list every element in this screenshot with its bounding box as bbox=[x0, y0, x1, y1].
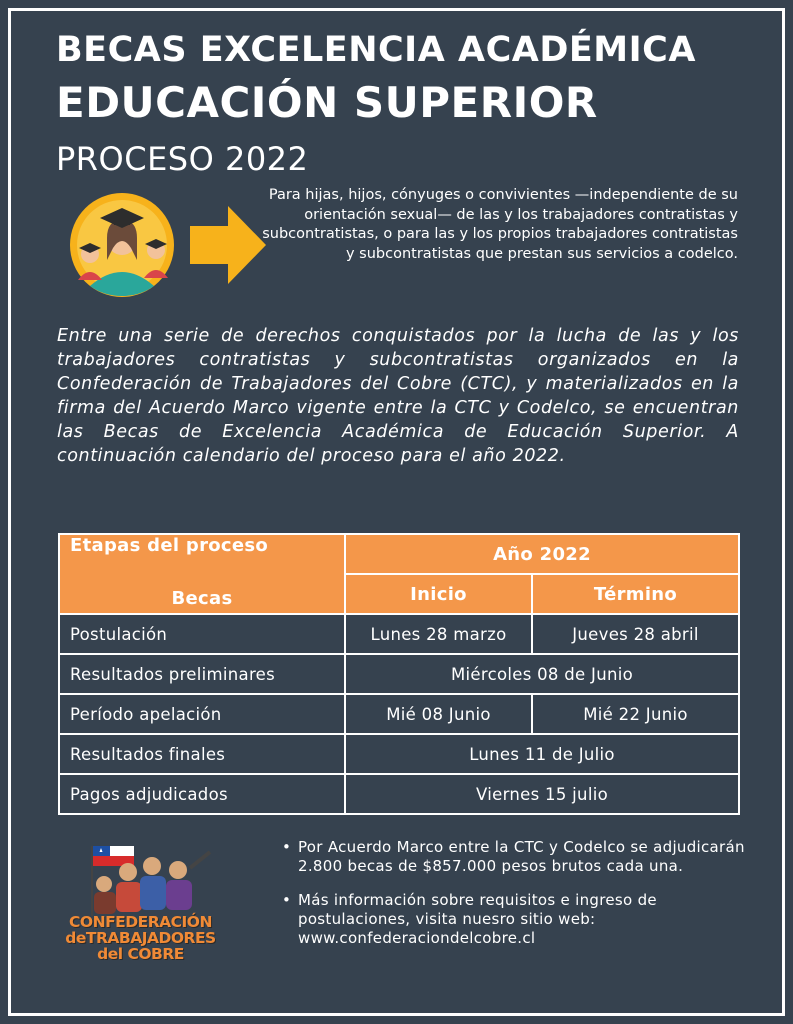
date-cell: Lunes 11 de Julio bbox=[345, 734, 739, 774]
stage-cell: Resultados preliminares bbox=[59, 654, 345, 694]
table-row bbox=[59, 694, 739, 734]
schedule-table bbox=[58, 533, 740, 815]
title-line-1: BECAS EXCELENCIA ACADÉMICA bbox=[56, 30, 696, 70]
logo-line-2: deTRABAJADORES bbox=[65, 929, 216, 947]
start-date-cell: Lunes 28 marzo bbox=[345, 614, 532, 654]
intro-paragraph: Entre una serie de derechos conquistados por la lucha de las y los trabajadores contratistas y subcontratistas organizados en la Confederación de Trabajadores del Cobre (CTC), y materializados en la firma del Acuerdo Marco vigente entre la CTC y Codelco, se encuentran las Becas de Excelencia Académica de Educación Superior. A continuación calendario del proceso para el año 2022. bbox=[57, 326, 739, 466]
table-row bbox=[59, 734, 739, 774]
date-cell: Miércoles 08 de Junio bbox=[345, 654, 739, 694]
title-line-3: PROCESO 2022 bbox=[56, 140, 309, 178]
table-header-row-1 bbox=[59, 534, 739, 574]
bullet-dot-icon: • bbox=[282, 838, 292, 856]
stage-cell: Resultados finales bbox=[59, 734, 345, 774]
end-date-cell: Mié 22 Junio bbox=[532, 694, 739, 734]
bullet-text: Por Acuerdo Marco entre la CTC y Codelco se adjudicarán 2.800 becas de $857.000 pesos brutos cada una. bbox=[298, 838, 745, 875]
end-column-header: Término bbox=[532, 574, 739, 614]
stage-column-header bbox=[59, 534, 345, 614]
stage-header-label: Etapas del proceso bbox=[70, 535, 269, 556]
end-date-cell: Jueves 28 abril bbox=[532, 614, 739, 654]
graduates-arrow-icon bbox=[70, 188, 270, 303]
bullet-item bbox=[282, 838, 752, 876]
title-line-2: EDUCACIÓN SUPERIOR bbox=[56, 78, 598, 127]
date-cell: Viernes 15 julio bbox=[345, 774, 739, 814]
info-bullets bbox=[282, 838, 752, 963]
bullet-text: Más información sobre requisitos e ingreso de postulaciones, visita nuesro sitio web: www.confederaciondelcobre.cl bbox=[298, 891, 657, 947]
stage-cell: Postulación bbox=[59, 614, 345, 654]
start-date-cell: Mié 08 Junio bbox=[345, 694, 532, 734]
table-row bbox=[59, 774, 739, 814]
table-row bbox=[59, 614, 739, 654]
audience-text: Para hijas, hijos, cónyuges o convivientes —independiente de su orientación sexual— de las y los trabajadores contratistas y subcontratistas, o para las y los propios trabajadores contratistas y subcontratistas que prestan sus servicios a codelco. bbox=[262, 187, 738, 262]
stage-cell: Período apelación bbox=[59, 694, 345, 734]
bullet-item bbox=[282, 891, 752, 948]
stage-header-sublabel: Becas bbox=[171, 588, 233, 609]
confederation-logo-text bbox=[58, 914, 223, 962]
start-column-header: Inicio bbox=[345, 574, 532, 614]
table-row bbox=[59, 654, 739, 694]
logo-line-3: del COBRE bbox=[97, 945, 184, 963]
bullet-dot-icon: • bbox=[282, 891, 292, 909]
stage-cell: Pagos adjudicados bbox=[59, 774, 345, 814]
logo-line-1: CONFEDERACIÓN bbox=[69, 913, 212, 931]
year-column-header: Año 2022 bbox=[345, 534, 739, 574]
